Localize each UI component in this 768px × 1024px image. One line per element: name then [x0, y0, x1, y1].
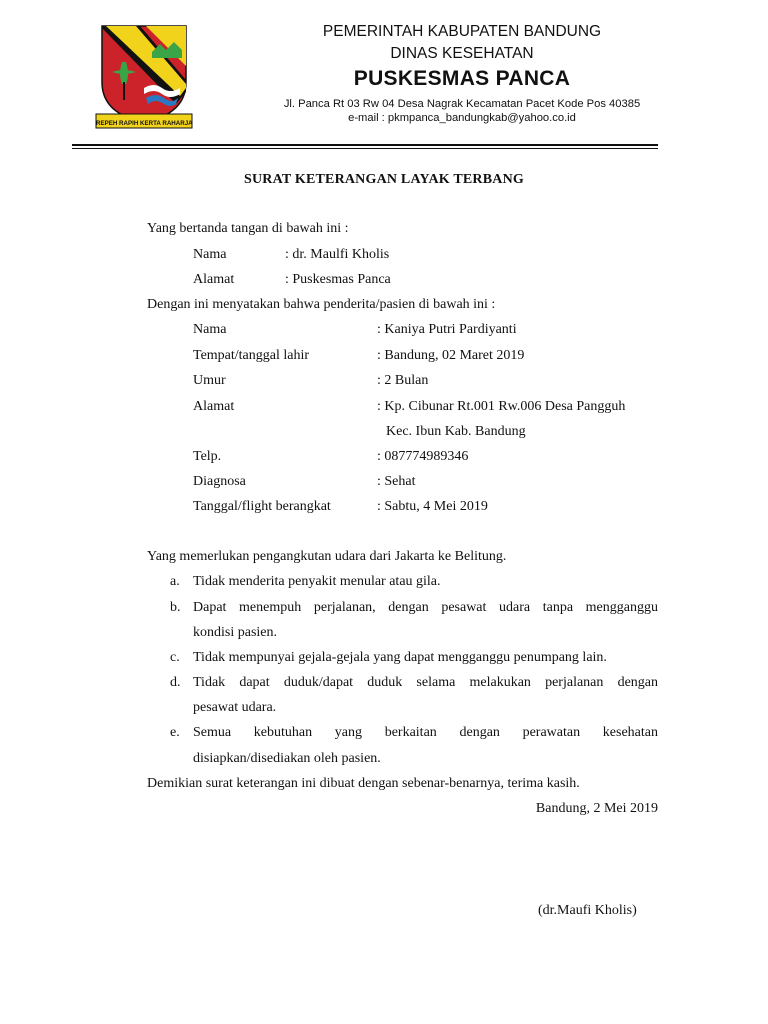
list-marker: c.	[170, 650, 180, 665]
place-date: Bandung, 2 Mei 2019	[535, 801, 658, 816]
list-item: Tidak mempunyai gejala-gejala yang dapat mengganggu penumpang lain.	[193, 650, 607, 665]
patient-field-value-continued: Kec. Ibun Kab. Bandung	[386, 424, 526, 439]
patient-field-label: Tempat/tanggal lahir	[193, 348, 310, 363]
document-title: SURAT KETERANGAN LAYAK TERBANG	[244, 172, 524, 187]
statement-text: Dengan ini menyatakan bahwa penderita/pasien di bawah ini :	[147, 297, 496, 312]
intro-text: Yang bertanda tangan di bawah ini :	[147, 221, 349, 236]
patient-field-label: Diagnosa	[193, 474, 246, 489]
patient-field-label: Alamat	[193, 399, 235, 414]
list-item: Dapat menempuh perjalanan, dengan pesawat udara tanpa mengganggu	[193, 600, 658, 615]
logo-motto: REPEH RAPIH KERTA RAHARJA	[96, 120, 193, 127]
patient-field-value: : Sehat	[377, 474, 416, 489]
signer-name-value: : dr. Maulfi Kholis	[285, 247, 390, 262]
patient-field-value: : Kaniya Putri Pardiyanti	[377, 322, 517, 337]
signer-name-label: Nama	[193, 247, 227, 262]
letterhead-institution: PUSKESMAS PANCA	[353, 67, 571, 90]
list-item-continued: kondisi pasien.	[193, 625, 277, 640]
signer-address-label: Alamat	[193, 272, 235, 287]
letterhead-department: DINAS KESEHATAN	[390, 45, 534, 62]
letterhead-email: e-mail : pkmpanca_bandungkab@yahoo.co.id	[348, 112, 576, 124]
list-item: Tidak menderita penyakit menular atau gila.	[193, 574, 441, 589]
signature-name: (dr.Maufi Kholis)	[538, 903, 637, 918]
patient-field-value: : 087774989346	[377, 449, 469, 464]
header-divider-thick	[72, 144, 658, 146]
patient-field-label: Umur	[193, 373, 226, 388]
list-marker: b.	[170, 600, 181, 615]
list-marker: e.	[170, 725, 180, 740]
closing-text: Demikian surat keterangan ini dibuat dengan sebenar-benarnya, terima kasih.	[147, 776, 580, 791]
letterhead-government: PEMERINTAH KABUPATEN BANDUNG	[322, 23, 602, 40]
list-marker: a.	[170, 574, 180, 589]
patient-field-value: : Sabtu, 4 Mei 2019	[377, 499, 488, 514]
list-item: Tidak dapat duduk/dapat duduk selama melakukan perjalanan dengan	[193, 675, 658, 690]
list-item-continued: pesawat udara.	[193, 700, 277, 715]
kabupaten-bandung-logo	[90, 22, 198, 130]
patient-field-value: : Bandung, 02 Maret 2019	[377, 348, 525, 363]
patient-field-label: Nama	[193, 322, 227, 337]
list-item: Semua kebutuhan yang berkaitan dengan perawatan kesehatan	[193, 725, 658, 740]
patient-field-label: Telp.	[193, 449, 222, 464]
signer-address-value: : Puskesmas Panca	[285, 272, 391, 287]
patient-field-label: Tanggal/flight berangkat	[193, 499, 331, 514]
patient-field-value: : 2 Bulan	[377, 373, 429, 388]
letterhead-address: Jl. Panca Rt 03 Rw 04 Desa Nagrak Kecamatan Pacet Kode Pos 40385	[283, 98, 641, 110]
transport-text: Yang memerlukan pengangkutan udara dari Jakarta ke Belitung.	[147, 549, 507, 564]
header-divider-thin	[72, 148, 658, 149]
list-item-continued: disiapkan/disediakan oleh pasien.	[193, 751, 381, 766]
patient-field-value: : Kp. Cibunar Rt.001 Rw.006 Desa Pangguh	[377, 399, 626, 414]
list-marker: d.	[170, 675, 181, 690]
